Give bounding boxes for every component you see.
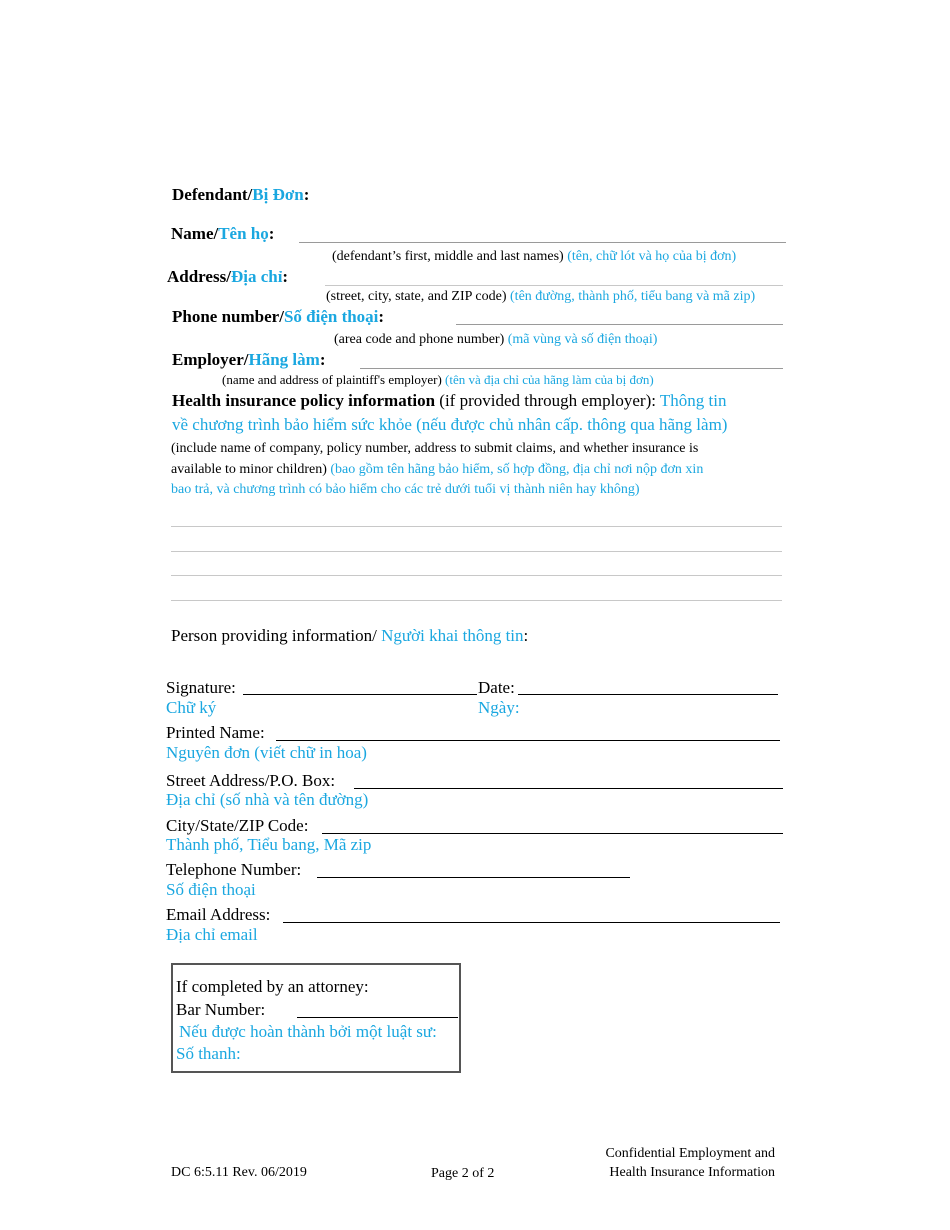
printed-name-label-vi: Nguyên đơn (viết chữ in hoa) [166,743,367,762]
attorney-label-vi: Nếu được hoàn thành bởi một luật sư: [179,1022,437,1041]
bar-number-field[interactable] [297,1017,458,1018]
telephone-field[interactable] [317,877,630,878]
date-label: Date: [478,678,515,697]
street-address-field[interactable] [354,788,783,789]
signature-label-vi: Chữ ký [166,698,217,717]
bar-number-label-vi: Số thanh: [176,1044,241,1063]
email-label-vi: Địa chỉ email [166,925,258,944]
printed-name-field[interactable] [276,740,780,741]
city-label-vi: Thành phố, Tiểu bang, Mã zip [166,835,372,854]
phone-label: Phone number/Số điện thoại: [172,307,385,326]
signature-field[interactable] [243,694,477,695]
name-field[interactable] [299,242,786,243]
name-label: Name/Tên họ: [171,224,275,243]
employer-field[interactable] [360,368,783,369]
city-label: City/State/ZIP Code: [166,816,309,835]
name-hint: (defendant’s first, middle and last names) (tên, chữ lót và họ của bị đơn) [332,249,737,264]
insurance-hint-1: (include name of company, policy number, address to submit claims, and whether insurance is [171,441,699,456]
street-address-label-vi: Địa chỉ (số nhà và tên đường) [166,790,369,809]
person-providing-label: Person providing information/ Người khai thông tin: [171,626,529,645]
footer-title-2: Health Insurance Information [609,1165,775,1180]
signature-label: Signature: [166,678,236,697]
insurance-label: Health insurance policy information (if provided through employer): Thông tin [172,391,727,410]
insurance-line-4[interactable] [171,600,782,601]
date-field[interactable] [518,694,778,695]
insurance-line-3[interactable] [171,575,782,576]
date-label-vi: Ngày: [478,698,520,717]
phone-field[interactable] [456,324,783,325]
city-field[interactable] [322,833,783,834]
page-number: Page 2 of 2 [431,1166,495,1181]
email-field[interactable] [283,922,780,923]
attorney-label: If completed by an attorney: [176,977,369,996]
phone-hint: (area code and phone number) (mã vùng và số điện thoại) [334,332,658,347]
address-field[interactable] [325,285,783,286]
employer-hint: (name and address of plaintiff's employer) (tên và địa chỉ của hãng làm của bị đơn) [222,372,654,387]
bar-number-label: Bar Number: [176,1000,266,1019]
employer-label: Employer/Hãng làm: [172,350,326,369]
telephone-label: Telephone Number: [166,860,302,879]
printed-name-label: Printed Name: [166,723,265,742]
telephone-label-vi: Số điện thoại [166,880,256,899]
footer-title-1: Confidential Employment and [605,1146,775,1161]
defendant-heading: Defendant/Bị Đơn: [172,185,310,204]
insurance-label-vi: về chương trình bảo hiểm sức khỏe (nếu được chủ nhân cấp. thông qua hãng làm) [172,415,728,434]
form-code: DC 6:5.11 Rev. 06/2019 [171,1165,307,1180]
address-hint: (street, city, state, and ZIP code) (tên đường, thành phố, tiểu bang và mã zip) [326,289,756,304]
insurance-hint-2: available to minor children) (bao gồm tên hãng bảo hiểm, số hợp đồng, địa chỉ nơi nộp đơn xin [171,462,704,477]
email-label: Email Address: [166,905,271,924]
street-address-label: Street Address/P.O. Box: [166,771,336,790]
insurance-hint-3: bao trả, và chương trình có bảo hiểm cho các trẻ dưới tuổi vị thành niên hay không) [171,482,640,497]
address-label: Address/Địa chỉ: [167,267,289,286]
insurance-line-2[interactable] [171,551,782,552]
insurance-line-1[interactable] [171,526,782,527]
